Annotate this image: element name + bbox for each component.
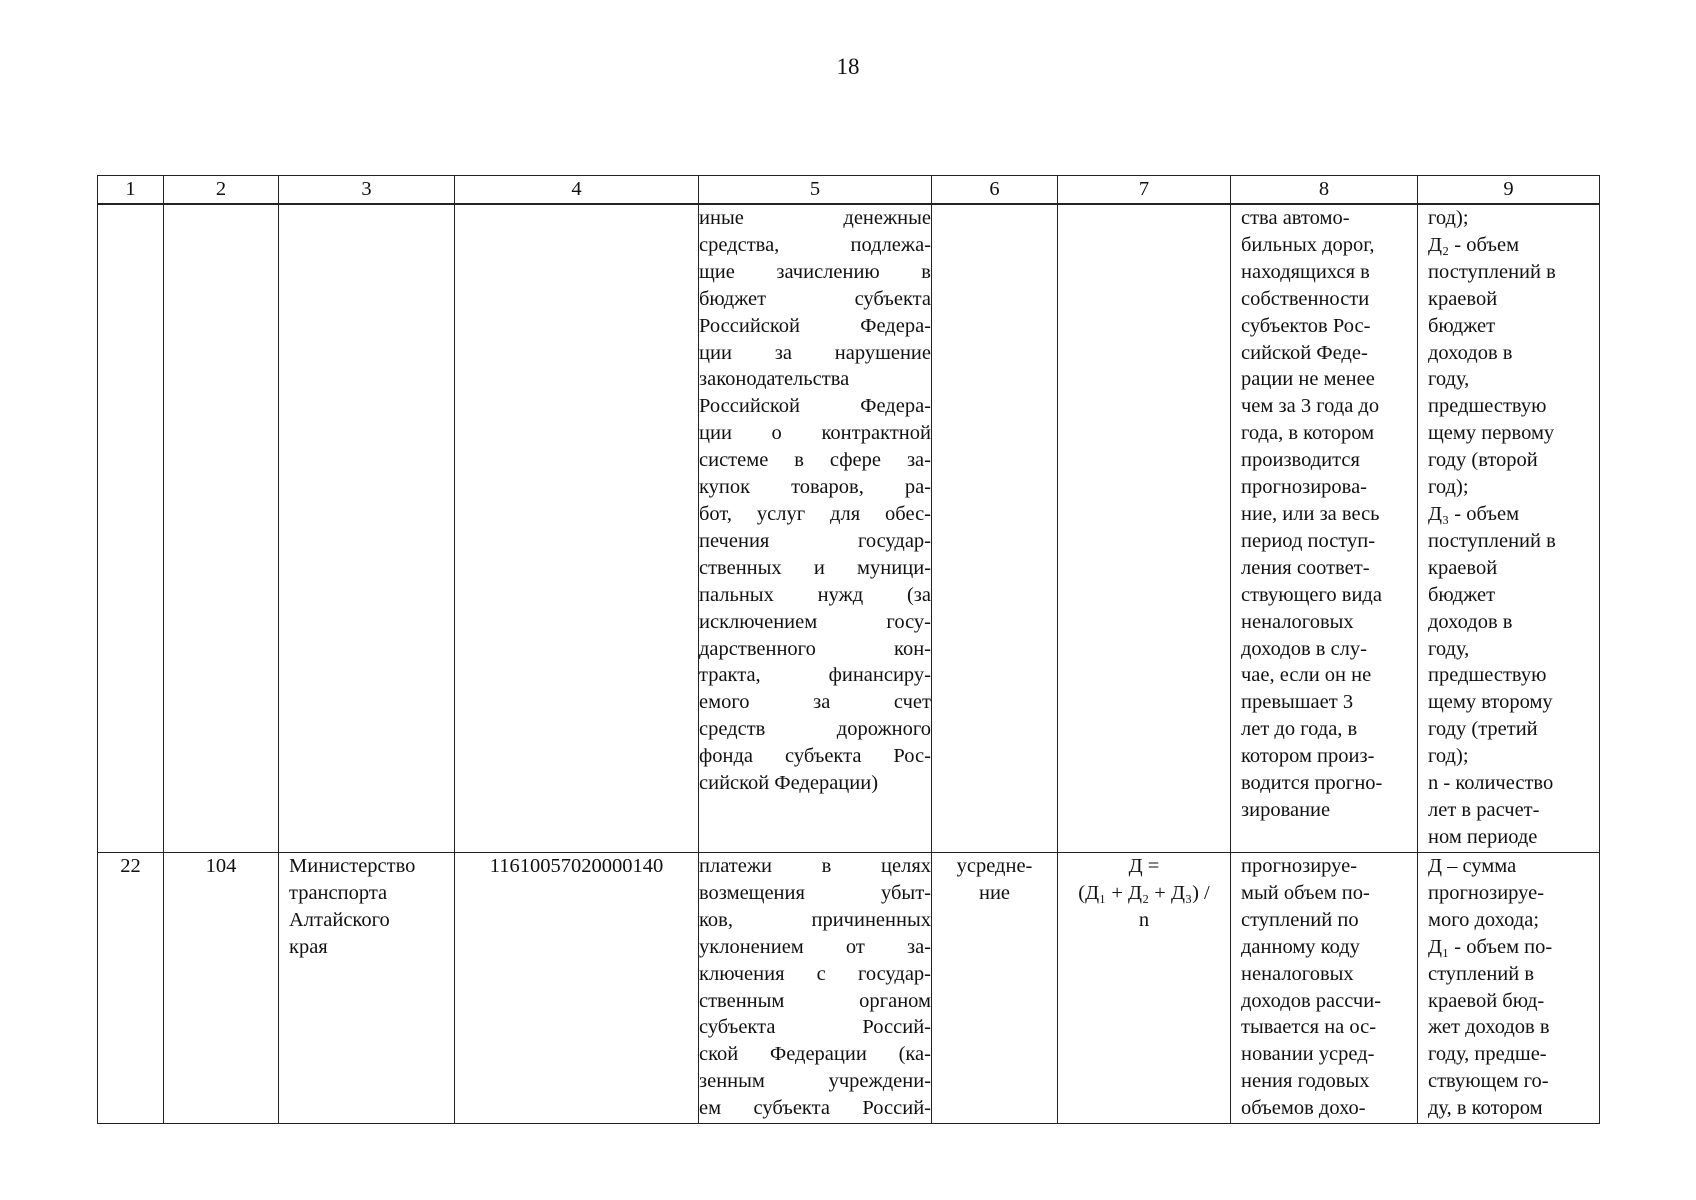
formula-line: (Д₁ + Д₂ + Д₃) / <box>1078 881 1210 904</box>
revenue-forecast-table <box>97 175 1600 1124</box>
legend-text: поступлений в краевой бюджет доходов в году, предшествую щему второму году (третий год); n - количество лет в расчет- ном периоде <box>1428 529 1556 848</box>
header-col-4: 4 <box>455 176 699 205</box>
calculation-method: усредне- ние <box>956 855 1033 904</box>
legend-term-d3: Д₃ - объем <box>1428 502 1520 525</box>
cell-row2-col2: 104 <box>164 853 279 1124</box>
header-col-1: 1 <box>98 176 164 205</box>
text-line: системе в сфере за- <box>699 449 931 472</box>
text-line: возмещения убыт- <box>699 881 931 904</box>
cell-row1-col2 <box>164 204 279 853</box>
formula-legend: Д – сумма прогнозируе- мого дохода; Д₁ - объем по- ступлений в краевой бюд- жет доходов в году, предше- ствующем го- ду, в котором <box>1428 855 1553 1120</box>
header-col-5: 5 <box>699 176 932 205</box>
cell-row1-col1 <box>98 204 164 853</box>
cell-row2-col7 <box>1058 853 1231 1124</box>
header-row <box>98 176 1600 205</box>
header-col-3: 3 <box>279 176 455 205</box>
text-line: средства, подлежа- <box>699 233 931 256</box>
legend-text: год); <box>1428 207 1469 229</box>
text-line: платежи в целях <box>699 855 931 877</box>
text-line: ции за нарушение <box>699 341 931 364</box>
cell-row1-col3 <box>279 204 455 853</box>
formula-legend <box>1418 205 1599 851</box>
header-col-6: 6 <box>932 176 1058 205</box>
text-line: ков, причиненных <box>699 908 931 931</box>
text-line: средств дорожного <box>699 718 931 741</box>
legend-text: поступлений в краевой бюджет доходов в году, предшествую щему первому году (второй год); <box>1428 260 1556 499</box>
text-line: ской Федерации (ка- <box>699 1043 931 1066</box>
text-line: законодательства <box>699 368 850 391</box>
text-line: исключением госу- <box>699 610 931 633</box>
cell-row1-col5 <box>699 204 932 853</box>
text-line: бот, услуг для обес- <box>699 502 931 525</box>
cell-row2-col9 <box>1418 853 1600 1124</box>
text-line: печения государ- <box>699 529 931 552</box>
text-line: купок товаров, ра- <box>699 476 931 499</box>
text-line: субъекта Россий- <box>699 1016 931 1039</box>
method-description: прогнозируе- мый объем по- ступлений по данному коду неналоговых доходов рассчи- тывается на ос- новании усред- нения годовых объемов дохо- <box>1241 855 1382 1120</box>
text-line: уклонением от за- <box>699 935 931 958</box>
text-line: ключения с государ- <box>699 962 931 985</box>
table-row <box>98 204 1600 853</box>
text-line: ственных и муници- <box>699 556 931 579</box>
cell-row1-col7 <box>1058 204 1231 853</box>
text-line: сийской Федерации) <box>699 772 879 795</box>
header-col-9: 9 <box>1418 176 1600 205</box>
text-line: емого за счет <box>699 691 931 714</box>
header-col-2: 2 <box>164 176 279 205</box>
formula-line: n <box>1138 908 1150 931</box>
text-line: дарственного кон- <box>699 637 931 660</box>
text-line: Российской Федера- <box>699 314 931 337</box>
header-col-8: 8 <box>1231 176 1418 205</box>
text-line: ственным органом <box>699 989 931 1012</box>
text-line: фонда субъекта Рос- <box>699 745 931 768</box>
page-number: 18 <box>836 54 860 79</box>
text-line: щие зачислению в <box>699 260 931 283</box>
cell-row1-col9 <box>1418 204 1600 853</box>
table-row <box>98 853 1600 1124</box>
formula-line: Д = <box>1128 855 1160 877</box>
header-col-7: 7 <box>1058 176 1231 205</box>
cell-row1-col4 <box>455 204 699 853</box>
legend-term-d2: Д₂ - объем <box>1428 233 1520 256</box>
cell-row2-col6 <box>932 853 1058 1124</box>
administrator-name: Министерство транспорта Алтайского края <box>289 855 416 958</box>
cell-row2-col3 <box>279 853 455 1124</box>
cell-row2-col1: 22 <box>98 853 164 1124</box>
text-line: пальных нужд (за <box>699 583 931 606</box>
cell-row2-col4: 11610057020000140 <box>455 853 699 1124</box>
method-description: ства автомо- бильных дорог, находящихся в собственности субъектов Рос- сийской Феде- рации не менее чем за 3 года до года, в котором производится прогнозирова- ние, или за весь период поступ- ления соответ- ствующего вида неналоговых доходов в слу- чае, если он не превышает 3 лет до года, в котором произ- водится прогно- зирование <box>1241 207 1383 821</box>
text-line: ем субъекта Россий- <box>699 1097 931 1120</box>
text-line: иные денежные <box>699 207 931 229</box>
text-line: зенным учреждени- <box>699 1070 931 1093</box>
cell-row2-col5 <box>699 853 932 1124</box>
text-line: бюджет субъекта <box>699 287 931 310</box>
text-line: Российской Федера- <box>699 395 931 418</box>
cell-row2-col8 <box>1231 853 1418 1124</box>
text-line: ции о контрактной <box>699 422 931 445</box>
cell-row1-col8 <box>1231 204 1418 853</box>
cell-row1-col6 <box>932 204 1058 853</box>
text-line: тракта, финансиру- <box>699 664 931 687</box>
